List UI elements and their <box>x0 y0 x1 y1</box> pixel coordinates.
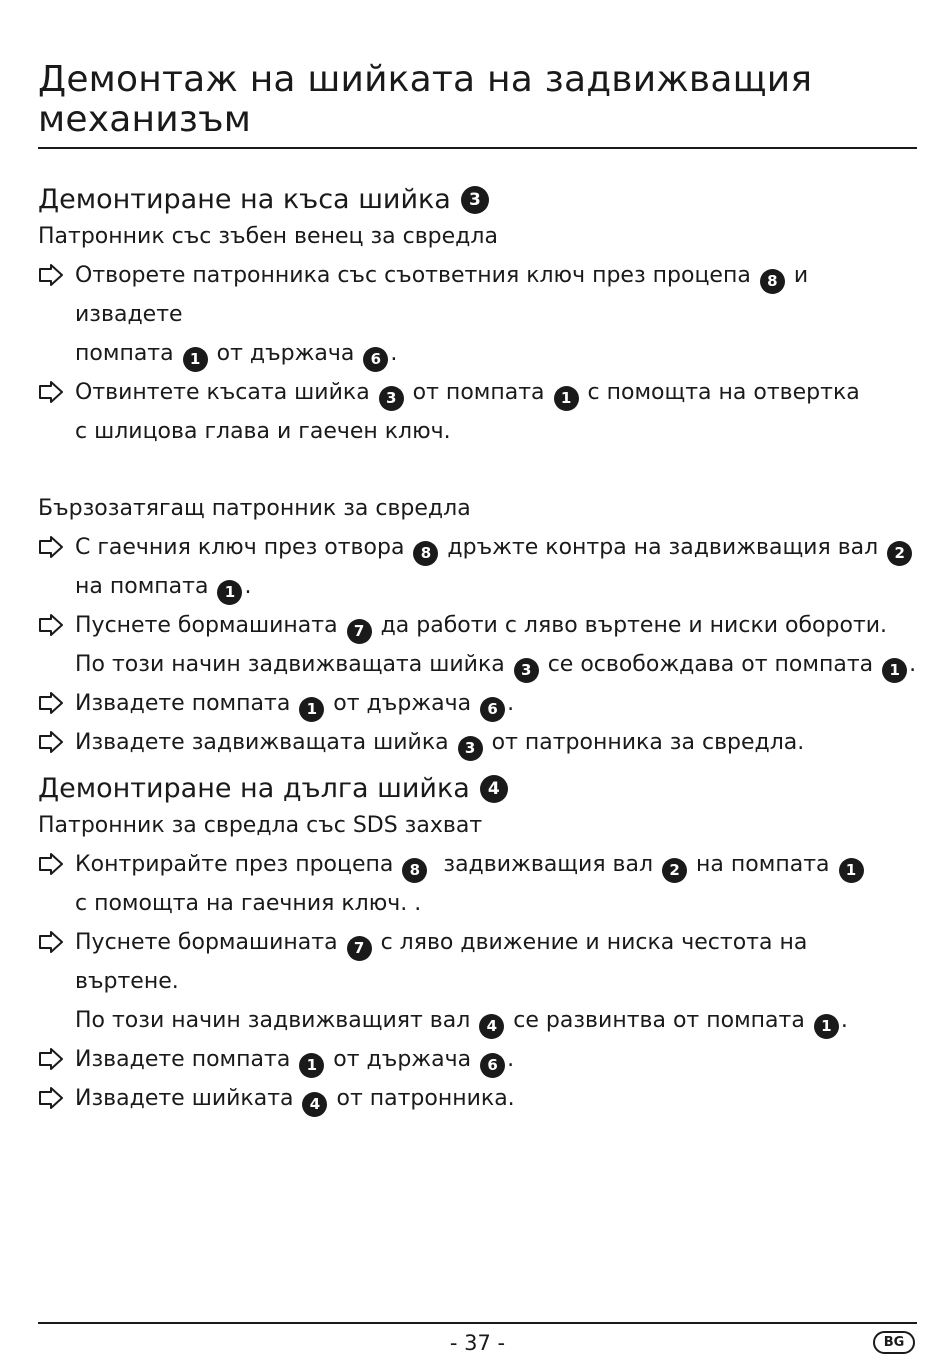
instruction-text-run: . <box>507 691 515 716</box>
instruction-line <box>38 684 917 723</box>
instruction-text <box>75 528 917 567</box>
instruction-text-run: на помпата <box>75 574 216 599</box>
instruction-text-run: на помпата <box>689 852 837 877</box>
part-number-badge: 7 <box>347 619 372 644</box>
part-number-badge: 6 <box>480 1053 505 1078</box>
instruction-text <box>75 256 917 334</box>
instruction-text-run: Контрирайте през процепа <box>75 852 401 877</box>
part-number-badge: 3 <box>379 386 404 411</box>
part-number-badge: 1 <box>839 858 864 883</box>
instruction-text-run: Извадете помпата <box>75 691 298 716</box>
instruction-text <box>75 412 917 451</box>
instruction-text <box>75 1001 917 1040</box>
part-number-badge: 1 <box>217 580 242 605</box>
instruction-text-run: . <box>244 574 252 599</box>
instruction-text <box>75 923 917 1001</box>
instruction-arrow-icon <box>38 606 75 645</box>
instruction-text-run: да работи с ляво въртене и ниски обороти. <box>373 613 888 638</box>
instruction-text <box>75 1079 917 1118</box>
instruction-line <box>38 1001 917 1040</box>
subheading: Бързозатягащ патронник за свредла <box>38 496 471 521</box>
part-number-badge: 6 <box>363 347 388 372</box>
instruction-text <box>75 334 917 373</box>
part-number-badge: 7 <box>347 936 372 961</box>
part-number-badge: 8 <box>402 858 427 883</box>
part-number-badge: 1 <box>882 658 907 683</box>
part-number-badge: 4 <box>479 1014 504 1039</box>
instruction-arrow-icon <box>38 845 75 884</box>
title-divider <box>38 147 917 149</box>
instruction-arrow-icon <box>38 1040 75 1079</box>
instruction-text-run: помпата <box>75 341 181 366</box>
instruction-text-run: от държача <box>209 341 362 366</box>
part-number-badge: 3 <box>514 658 539 683</box>
step-list <box>38 845 917 1118</box>
part-number-badge: 1 <box>183 347 208 372</box>
page-title: Демонтаж на шийката на задвижващия механизъм <box>38 59 813 140</box>
instruction-text-run: от патронника за свредла. <box>484 730 805 755</box>
instruction-text <box>75 684 917 723</box>
indent-spacer <box>38 645 75 684</box>
page-number: - 37 - <box>449 1331 506 1355</box>
part-number-badge: 4 <box>302 1092 327 1117</box>
part-number-badge: 1 <box>554 386 579 411</box>
indent-spacer <box>38 884 75 923</box>
instruction-text <box>75 723 917 762</box>
part-number-badge: 2 <box>887 541 912 566</box>
instruction-text-run: от държача <box>326 691 479 716</box>
instruction-arrow-icon <box>38 684 75 723</box>
instruction-text-run: По този начин задвижващата шийка <box>75 652 512 677</box>
instruction-text-run: . <box>507 1047 515 1072</box>
instruction-text <box>75 567 917 606</box>
section-heading <box>38 182 917 218</box>
instruction-arrow-icon <box>38 528 75 567</box>
part-number-badge: 4 <box>480 775 508 803</box>
instruction-text-run: С гаечния ключ през отвора <box>75 535 412 560</box>
instruction-text <box>75 373 917 412</box>
instruction-text-run: Отворете патронника със съответния ключ през процепа <box>75 263 758 288</box>
instruction-text-run: се развинтва от помпата <box>506 1008 812 1033</box>
instruction-line <box>38 1079 917 1118</box>
indent-spacer <box>38 567 75 606</box>
step-list <box>38 256 917 451</box>
instruction-text-run: . <box>390 341 398 366</box>
part-number-badge: 6 <box>480 697 505 722</box>
subheading: Патронник за свредла със SDS захват <box>38 813 483 838</box>
instruction-text-run: и извадете <box>75 263 816 327</box>
instruction-text-run: По този начин задвижващият вал <box>75 1008 478 1033</box>
indent-spacer <box>38 1001 75 1040</box>
instruction-text <box>75 606 917 645</box>
instruction-line <box>38 256 917 334</box>
footer-divider <box>38 1322 917 1324</box>
language-badge: BG <box>873 1331 915 1354</box>
instruction-text-run: . <box>840 1008 848 1033</box>
section-heading-text: Демонтиране на дълга шийка <box>38 773 470 804</box>
instruction-text-run: от държача <box>326 1047 479 1072</box>
instruction-text-run: Отвинтете късата шийка <box>75 380 377 405</box>
instruction-text-run: от патронника. <box>329 1086 515 1111</box>
instruction-arrow-icon <box>38 256 75 295</box>
instruction-line <box>38 412 917 451</box>
instruction-text <box>75 645 917 684</box>
instruction-text-run: Пуснете бормашината <box>75 930 345 955</box>
group-spacer <box>38 451 917 490</box>
instruction-text <box>75 1040 917 1079</box>
instruction-text-run: от помпата <box>405 380 552 405</box>
indent-spacer <box>38 334 75 373</box>
instruction-text-run: с помощта на отвертка <box>580 380 860 405</box>
instruction-text-run: дръжте контра на задвижващия вал <box>440 535 886 560</box>
step-list <box>38 528 917 762</box>
instruction-line <box>38 723 917 762</box>
instruction-line <box>38 884 917 923</box>
instruction-text-run: Пуснете бормашината <box>75 613 345 638</box>
instruction-arrow-icon <box>38 373 75 412</box>
instruction-text-run: Извадете задвижващата шийка <box>75 730 456 755</box>
instruction-line <box>38 645 917 684</box>
step-group <box>38 218 917 451</box>
instruction-text-run: с ляво движение и ниска честота на въртене. <box>75 930 815 994</box>
instruction-arrow-icon <box>38 923 75 962</box>
part-number-badge: 3 <box>458 736 483 761</box>
part-number-badge: 8 <box>760 269 785 294</box>
step-group <box>38 490 917 762</box>
instruction-text-run: Извадете помпата <box>75 1047 298 1072</box>
instruction-line <box>38 1040 917 1079</box>
instruction-line <box>38 334 917 373</box>
part-number-badge: 1 <box>299 1053 324 1078</box>
instruction-line <box>38 845 917 884</box>
part-number-badge: 1 <box>299 697 324 722</box>
instruction-text-run: се освобождава от помпата <box>540 652 881 677</box>
instruction-text <box>75 845 917 884</box>
subheading: Патронник със зъбен венец за свредла <box>38 224 498 249</box>
instruction-text-run: Извадете шийката <box>75 1086 301 1111</box>
instruction-arrow-icon <box>38 723 75 762</box>
instruction-text-run: с шлицова глава и гаечен ключ. <box>75 419 451 444</box>
step-group <box>38 807 917 1118</box>
instruction-line <box>38 373 917 412</box>
instruction-text-run: с помощта на гаечния ключ. . <box>75 891 422 916</box>
part-number-badge: 3 <box>461 186 489 214</box>
part-number-badge: 8 <box>413 541 438 566</box>
instruction-text <box>75 884 917 923</box>
instruction-line <box>38 528 917 567</box>
part-number-badge: 2 <box>662 858 687 883</box>
instruction-line <box>38 923 917 1001</box>
instruction-arrow-icon <box>38 1079 75 1118</box>
instruction-line <box>38 567 917 606</box>
instruction-line <box>38 606 917 645</box>
section-long-shank <box>38 771 917 1118</box>
indent-spacer <box>38 412 75 451</box>
section-heading <box>38 771 917 807</box>
instruction-text-run: задвижващия вал <box>429 852 661 877</box>
instruction-text-run: . <box>909 652 917 677</box>
section-short-shank <box>38 182 917 762</box>
part-number-badge: 1 <box>814 1014 839 1039</box>
section-heading-text: Демонтиране на къса шийка <box>38 184 451 215</box>
